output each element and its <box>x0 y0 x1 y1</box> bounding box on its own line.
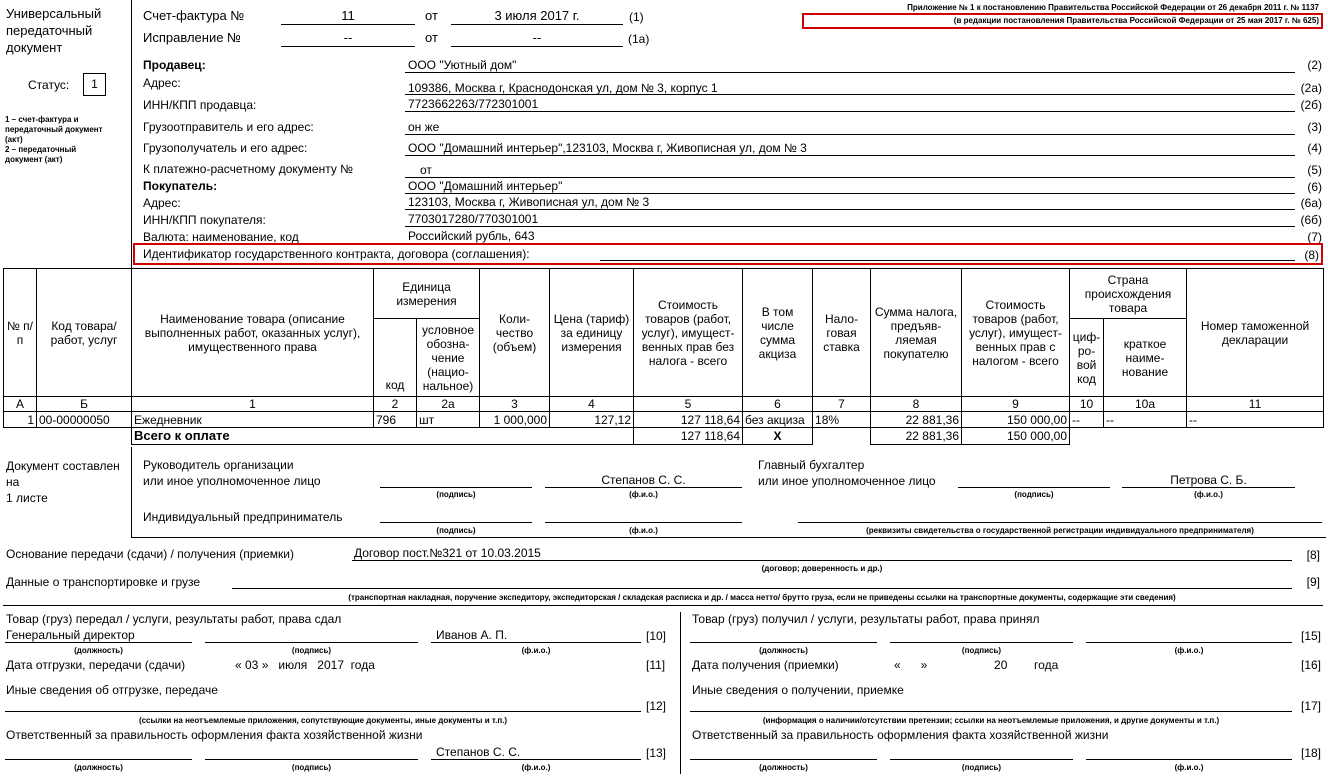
head-line-1: Руководитель организации <box>143 458 294 472</box>
table-row <box>4 412 1324 428</box>
acc-name: Петрова С. Б. <box>1170 473 1247 487</box>
field-code-seller-address: (2а) <box>1300 81 1322 95</box>
correction-label: Исправление № <box>143 30 241 45</box>
field-label-currency: Валюта: наименование, код <box>143 230 299 244</box>
acc-sign-caption: (подпись) <box>1014 490 1054 499</box>
cell-country-name: -- <box>1104 412 1187 428</box>
left-position-caption: (должность) <box>74 646 123 655</box>
invoice-date: 3 июля 2017 г. <box>494 8 580 23</box>
field-value-payment-doc: от <box>420 163 432 177</box>
field-code-seller-inn: (2б) <box>1300 98 1322 112</box>
th-tax: Сумма налога, предъяв-ляемая покупателю <box>871 269 962 397</box>
field-value-buyer: ООО "Домашний интерьер" <box>408 179 563 193</box>
transport-code: [9] <box>1306 575 1320 589</box>
th-excise: В том числе сумма акциза <box>743 269 813 397</box>
field-label-seller-inn: ИНН/КПП продавца: <box>143 98 257 112</box>
th-unit: Единица измерения <box>374 269 480 319</box>
total-label: Всего к оплате <box>132 428 634 445</box>
goods-table <box>3 268 1324 445</box>
cell-tax: 22 881,36 <box>871 412 962 428</box>
field-label-buyer-address: Адрес: <box>143 196 181 210</box>
idx-cell: 5 <box>634 397 743 412</box>
th-unit-name: условное обозна-чение (нацио-нальное) <box>417 319 480 397</box>
invoice-code: (1) <box>629 10 644 24</box>
cell-unit-name: шт <box>417 412 480 428</box>
th-num: № п/п <box>4 269 37 397</box>
status-label: Статус: <box>28 78 70 92</box>
idx-cell: 10а <box>1104 397 1187 412</box>
idx-cell: 1 <box>132 397 374 412</box>
field-label-consignee: Грузополучатель и его адрес: <box>143 141 308 155</box>
field-label-seller-address: Адрес: <box>143 76 181 90</box>
cell-code: 00-00000050 <box>37 412 132 428</box>
ip-label: Индивидуальный предприниматель <box>143 510 343 524</box>
head-name: Степанов С. С. <box>601 473 686 487</box>
acc-fio-caption: (ф.и.о.) <box>1194 490 1223 499</box>
cell-num: 1 <box>4 412 37 428</box>
document-title: Универсальный передаточный документ <box>6 6 102 55</box>
right-date-value: « » 20 года <box>894 658 1059 672</box>
index-row <box>4 397 1324 412</box>
field-code-shipper: (3) <box>1307 120 1322 134</box>
invoice-number: 11 <box>341 8 355 23</box>
right-sign-caption: (подпись) <box>961 646 1002 655</box>
right-code-16: [16] <box>1300 658 1321 672</box>
right-resp-position-caption: (должность) <box>759 763 808 772</box>
left-resp-name: Степанов С. С. <box>436 745 521 759</box>
idx-cell: 2 <box>374 397 417 412</box>
left-resp-fio-caption: (ф.и.о.) <box>521 763 551 772</box>
cell-country-code: -- <box>1070 412 1104 428</box>
field-code-buyer-address: (6а) <box>1300 196 1322 210</box>
th-country: Страна происхождения товара <box>1070 269 1187 319</box>
cell-name: Ежедневник <box>132 412 374 428</box>
right-other-label: Иные сведения о получении, приемке <box>692 683 904 697</box>
field-code-consignee: (4) <box>1307 141 1322 155</box>
right-date-label: Дата получения (приемки) <box>692 658 839 672</box>
acc-line-1: Главный бухгалтер <box>758 458 865 472</box>
correction-number: -- <box>343 30 353 45</box>
total-excise: Х <box>743 428 813 445</box>
th-cost: Стоимость товаров (работ, услуг), имущест-венных прав без налога - всего <box>634 269 743 397</box>
th-qty: Коли-чество (объем) <box>480 269 550 397</box>
ip-reg-caption: (реквизиты свидетельства о государственной регистрации индивидуального предпринимателя) <box>866 526 1254 535</box>
right-other-caption: (информация о наличии/отсутствии претензии; ссылки на неотъемлемые приложения, и другие документы и т.п.) <box>762 716 1220 725</box>
field-label-payment-doc: К платежно-расчетному документу № <box>143 162 354 176</box>
left-date-label: Дата отгрузки, передачи (сдачи) <box>6 658 186 672</box>
th-price: Цена (тариф) за единицу измерения <box>550 269 634 397</box>
field-label-contract-id: Идентификатор государственного контракта, договора (соглашения): <box>143 247 530 261</box>
field-code-seller: (2) <box>1307 58 1322 72</box>
basis-value: Договор пост.№321 от 10.03.2015 <box>354 546 541 560</box>
field-label-seller: Продавец: <box>143 58 206 72</box>
acc-line-2: или иное уполномоченное лицо <box>758 474 936 488</box>
th-code: Код товара/ работ, услуг <box>37 269 132 397</box>
field-code-buyer: (6) <box>1307 180 1322 194</box>
cell-unit-code: 796 <box>374 412 417 428</box>
total-row <box>4 428 1324 445</box>
field-code-contract-id: (8) <box>1304 248 1319 262</box>
field-value-shipper: он же <box>408 120 440 134</box>
left-resp-sign-caption: (подпись) <box>291 763 332 772</box>
th-total: Стоимость товаров (работ, услуг), имущест-венных прав с налогом - всего <box>962 269 1070 397</box>
left-fio-caption: (ф.и.о.) <box>521 646 551 655</box>
idx-cell: 9 <box>962 397 1070 412</box>
right-resp-sign-caption: (подпись) <box>961 763 1002 772</box>
field-value-consignee: ООО "Домашний интерьер",123103, Москва г, Живописная ул, дом № 3 <box>408 141 807 155</box>
correction-from-label: от <box>425 30 438 45</box>
total-cost: 127 118,64 <box>634 428 743 445</box>
left-title: Товар (груз) передал / услуги, результаты работ, права сдал <box>6 612 342 626</box>
invoice-label: Счет-фактура № <box>143 8 245 23</box>
cell-excise: без акциза <box>743 412 813 428</box>
cell-price: 127,12 <box>550 412 634 428</box>
cell-cost: 127 118,64 <box>634 412 743 428</box>
th-unit-code: код <box>374 319 417 397</box>
cell-qty: 1 000,000 <box>480 412 550 428</box>
status-value: 1 <box>83 73 106 96</box>
th-name: Наименование товара (описание выполненных работ, оказанных услуг), имущественного права <box>132 269 374 397</box>
th-customs: Номер таможенной декларации <box>1187 269 1324 397</box>
right-resp-label: Ответственный за правильность оформления факта хозяйственной жизни <box>692 728 1109 742</box>
idx-cell: 8 <box>871 397 962 412</box>
right-code-17: [17] <box>1300 699 1321 713</box>
left-sign-caption: (подпись) <box>291 646 332 655</box>
field-label-buyer-inn: ИНН/КПП покупателя: <box>143 213 266 227</box>
th-country-code: циф-ро-вой код <box>1070 319 1104 397</box>
cell-total: 150 000,00 <box>962 412 1070 428</box>
field-value-seller: ООО "Уютный дом" <box>408 58 517 72</box>
right-code-18: [18] <box>1300 746 1321 760</box>
field-value-seller-address: 109386, Москва г, Краснодонская ул, дом № 3, корпус 1 <box>408 81 718 95</box>
right-title: Товар (груз) получил / услуги, результаты работ, права принял <box>692 612 1040 626</box>
idx-cell: 4 <box>550 397 634 412</box>
status-note: 1 – счет-фактура и передаточный документ (акт) 2 – передаточный документ (акт) <box>5 115 103 164</box>
field-value-buyer-inn: 7703017280/770301001 <box>408 212 539 226</box>
right-position-caption: (должность) <box>759 646 808 655</box>
left-resp-label: Ответственный за правильность оформления факта хозяйственной жизни <box>6 728 423 742</box>
correction-date: -- <box>532 30 542 45</box>
head-fio-caption: (ф.и.о.) <box>629 490 658 499</box>
appendix-line-2: (в редакции постановления Правительства Российской Федерации от 25 мая 2017 г. № 625) <box>953 16 1319 25</box>
basis-code: [8] <box>1306 548 1320 562</box>
transport-label: Данные о транспортировке и грузе <box>6 575 201 589</box>
field-value-seller-inn: 7723662263/772301001 <box>408 97 539 111</box>
right-resp-fio-caption: (ф.и.о.) <box>1174 763 1204 772</box>
left-code-10: [10] <box>646 629 667 643</box>
idx-cell: А <box>4 397 37 412</box>
right-code-15: [15] <box>1300 629 1321 643</box>
left-code-12: [12] <box>646 699 667 713</box>
left-code-11: [11] <box>646 658 666 672</box>
idx-cell: 10 <box>1070 397 1104 412</box>
left-resp-position-caption: (должность) <box>74 763 123 772</box>
total-tax: 22 881,36 <box>871 428 962 445</box>
ip-sign-caption: (подпись) <box>436 526 476 535</box>
field-code-buyer-inn: (6б) <box>1300 213 1322 227</box>
th-country-name: краткое наиме-нование <box>1104 319 1187 397</box>
head-sign-caption: (подпись) <box>436 490 476 499</box>
idx-cell: 6 <box>743 397 813 412</box>
cell-customs: -- <box>1187 412 1324 428</box>
left-date-value: « 03 » июля 2017 года <box>235 658 375 672</box>
idx-cell: 11 <box>1187 397 1324 412</box>
left-name: Иванов А. П. <box>436 628 508 642</box>
appendix-line-1: Приложение № 1 к постановлению Правительства Российской Федерации от 26 декабря 2011 г. № 1137 <box>907 3 1319 12</box>
basis-label: Основание передачи (сдачи) / получения (приемки) <box>6 547 294 561</box>
right-fio-caption: (ф.и.о.) <box>1174 646 1204 655</box>
invoice-from-label: от <box>425 8 438 23</box>
idx-cell: Б <box>37 397 132 412</box>
left-other-label: Иные сведения об отгрузке, передаче <box>6 683 218 697</box>
idx-cell: 3 <box>480 397 550 412</box>
field-label-buyer: Покупатель: <box>143 179 218 193</box>
ip-fio-caption: (ф.и.о.) <box>629 526 658 535</box>
th-rate: Нало-говая ставка <box>813 269 871 397</box>
total-sum: 150 000,00 <box>962 428 1070 445</box>
doc-made-note: Документ составлен на 1 листе <box>6 459 120 505</box>
idx-cell: 7 <box>813 397 871 412</box>
transport-caption: (транспортная накладная, поручение экспедитору, экспедиторская / складская расписка и др. / масса нетто/ брутто груза, если не приведены ссылки на транспортные документы, содержащие эти сведения) <box>348 593 1176 602</box>
field-value-currency: Российский рубль, 643 <box>408 229 535 243</box>
idx-cell: 2а <box>417 397 480 412</box>
cell-rate: 18% <box>813 412 871 428</box>
left-position: Генеральный директор <box>6 628 135 642</box>
basis-caption: (договор; доверенность и др.) <box>761 564 883 573</box>
field-label-shipper: Грузоотправитель и его адрес: <box>143 120 314 134</box>
left-other-caption: (ссылки на неотъемлемые приложения, сопутствующие документы, иные документы и т.п.) <box>138 716 508 725</box>
correction-code: (1а) <box>628 32 650 46</box>
field-code-currency: (7) <box>1307 230 1322 244</box>
head-line-2: или иное уполномоченное лицо <box>143 474 321 488</box>
field-value-buyer-address: 123103, Москва г, Живописная ул, дом № 3 <box>408 195 650 209</box>
left-code-13: [13] <box>646 746 667 760</box>
field-code-payment-doc: (5) <box>1307 163 1322 177</box>
